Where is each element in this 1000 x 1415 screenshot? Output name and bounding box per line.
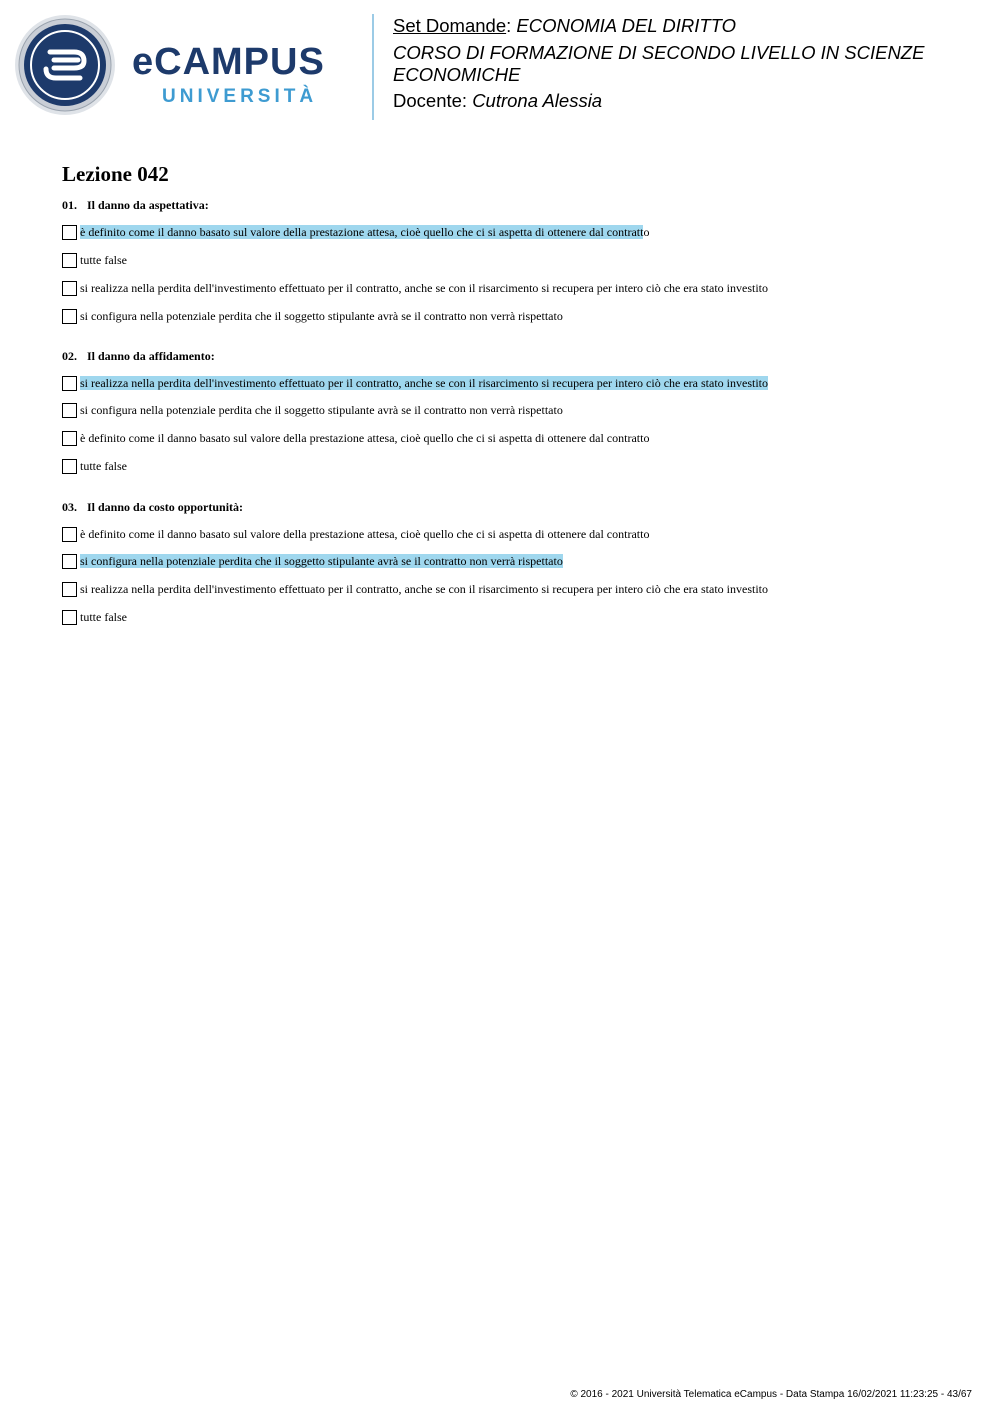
question-1 xyxy=(62,197,962,323)
answer-text xyxy=(79,402,564,418)
answer-text-rest: è definito come il danno basato sul valore della prestazione attesa, cioè quello che ci si aspetta di ottenere dal contratto xyxy=(80,431,650,445)
docente-label: Docente: xyxy=(393,90,473,111)
question-text: Il danno da costo opportunità: xyxy=(87,500,244,514)
answer-checkbox[interactable] xyxy=(62,309,77,324)
answer-checkbox[interactable] xyxy=(62,253,77,268)
answer-text xyxy=(79,553,564,569)
answer-option[interactable] xyxy=(62,279,769,297)
question-title xyxy=(62,348,962,364)
question-text: Il danno da aspettativa: xyxy=(87,198,209,212)
answer-option[interactable] xyxy=(62,251,128,269)
highlighted-answer-text: si configura nella potenziale perdita che il soggetto stipulante avrà se il contratto non verrà rispettato xyxy=(80,554,563,568)
answer-text-rest: tutte false xyxy=(80,459,127,473)
highlighted-answer-text: si realizza nella perdita dell'investimento effettuato per il contratto, anche se con il risarcimento si recupera per intero ciò che era stato investito xyxy=(80,376,768,390)
answer-option[interactable] xyxy=(62,374,769,392)
course-title: CORSO DI FORMAZIONE DI SECONDO LIVELLO IN SCIENZE ECONOMICHE xyxy=(393,42,925,85)
ecampus-seal-icon xyxy=(14,14,116,116)
answer-checkbox[interactable] xyxy=(62,610,77,625)
answer-option[interactable] xyxy=(62,307,564,325)
answer-option[interactable] xyxy=(62,401,564,419)
brand-wordmark xyxy=(132,42,357,112)
answer-text xyxy=(79,430,650,446)
page-footer: © 2016 - 2021 Università Telematica eCampus - Data Stampa 16/02/2021 11:23:25 - 43/67 xyxy=(570,1389,972,1400)
lesson-title: Lezione 042 xyxy=(62,162,169,186)
answer-text xyxy=(79,581,769,597)
answer-option[interactable] xyxy=(62,457,128,475)
question-2 xyxy=(62,348,962,473)
brand-subtitle: UNIVERSITÀ xyxy=(162,86,318,107)
answer-option[interactable] xyxy=(62,608,128,626)
set-separator: : xyxy=(506,15,517,36)
docente-value: Cutrona Alessia xyxy=(472,90,603,111)
answer-checkbox[interactable] xyxy=(62,403,77,418)
answer-text-rest: o xyxy=(643,225,650,239)
answer-option[interactable] xyxy=(62,429,650,447)
answer-checkbox[interactable] xyxy=(62,582,77,597)
answer-text xyxy=(79,375,769,391)
answer-checkbox[interactable] xyxy=(62,376,77,391)
answer-checkbox[interactable] xyxy=(62,527,77,542)
answer-text xyxy=(79,458,128,474)
answer-text-rest: si configura nella potenziale perdita che il soggetto stipulante avrà se il contratto non verrà rispettato xyxy=(80,309,563,323)
set-value: ECONOMIA DEL DIRITTO xyxy=(516,15,737,36)
answer-option[interactable] xyxy=(62,552,564,570)
answer-text xyxy=(79,224,650,240)
answer-option[interactable] xyxy=(62,525,650,543)
answer-text-rest: si configura nella potenziale perdita che il soggetto stipulante avrà se il contratto non verrà rispettato xyxy=(80,403,563,417)
answer-text-rest: è definito come il danno basato sul valore della prestazione attesa, cioè quello che ci si aspetta di ottenere dal contratto xyxy=(80,527,650,541)
answer-checkbox[interactable] xyxy=(62,554,77,569)
answer-text xyxy=(79,308,564,324)
answer-checkbox[interactable] xyxy=(62,281,77,296)
answer-text xyxy=(79,526,650,542)
set-line xyxy=(393,15,983,37)
answer-checkbox[interactable] xyxy=(62,459,77,474)
set-label: Set Domande xyxy=(393,15,507,36)
question-3 xyxy=(62,499,962,624)
question-number: 03. xyxy=(62,500,77,514)
brand-name: eCAMPUS xyxy=(132,41,325,83)
docente-line xyxy=(393,90,983,112)
question-title xyxy=(62,499,962,515)
answer-option[interactable] xyxy=(62,223,650,241)
question-number: 01. xyxy=(62,198,77,212)
answer-option[interactable] xyxy=(62,580,769,598)
question-number: 02. xyxy=(62,349,77,363)
answer-text xyxy=(79,609,128,625)
answer-text-rest: tutte false xyxy=(80,253,127,267)
answer-text-rest: tutte false xyxy=(80,610,127,624)
question-title xyxy=(62,197,962,213)
header-divider xyxy=(372,14,374,120)
answer-text xyxy=(79,280,769,296)
highlighted-answer-text: è definito come il danno basato sul valore della prestazione attesa, cioè quello che ci si aspetta di ottenere dal contratt xyxy=(80,225,644,239)
question-text: Il danno da affidamento: xyxy=(87,349,215,363)
answer-text-rest: si realizza nella perdita dell'investimento effettuato per il contratto, anche se con il risarcimento si recupera per intero ciò che era stato investito xyxy=(80,582,768,596)
answer-checkbox[interactable] xyxy=(62,431,77,446)
answer-text xyxy=(79,252,128,268)
answer-checkbox[interactable] xyxy=(62,225,77,240)
answer-text-rest: si realizza nella perdita dell'investimento effettuato per il contratto, anche se con il risarcimento si recupera per intero ciò che era stato investito xyxy=(80,281,768,295)
